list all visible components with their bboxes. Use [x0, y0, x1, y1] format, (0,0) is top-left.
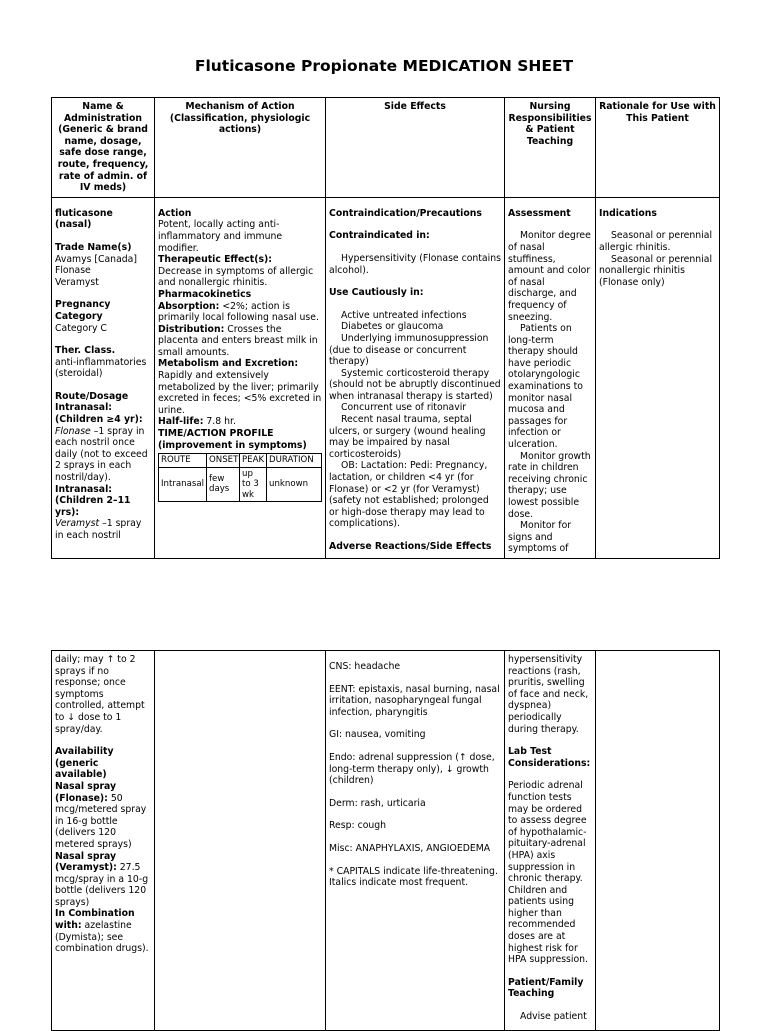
- ther-effect-label: Therapeutic Effect(s):: [158, 254, 272, 266]
- profile-header: ONSET: [207, 454, 240, 468]
- absorption-label: Absorption:: [158, 300, 220, 312]
- absorption-text: <2%; action is primarily local following nasal use.: [158, 300, 319, 324]
- mechanism-cell: [155, 197, 326, 558]
- pregnancy-label: Pregnancy Category: [55, 299, 111, 322]
- medication-table-page-1: [51, 97, 720, 559]
- profile-cell: unknown: [267, 467, 322, 502]
- header-mechanism: Mechanism of Action (Classification, physiologic actions): [155, 98, 326, 198]
- metab-text: Rapidly and extensively metabolized by the liver; primarily excreted in feces; <5% excreted in urine.: [158, 370, 322, 416]
- adverse-label: Adverse Reactions/Side Effects: [329, 541, 492, 552]
- side-effects-cont-cell: [326, 651, 505, 1031]
- half-life-label: Half-life:: [158, 416, 204, 428]
- caution-item: OB: Lactation: Pedi: Pregnancy, lactation, or children <4 yr (for Flonase) or <2 yr (for Veramyst) (safety not established; prolonged or high-dose therapy may lead to complications).: [329, 460, 489, 530]
- assessment-para: Patients on long-term therapy should have periodic otolaryngologic examinations to monitor nasal mucosa and passages for infection or ulceration.: [508, 323, 583, 451]
- caution-item: Underlying immunosuppression (due to disease or concurrent therapy): [329, 332, 489, 368]
- ther-effect-text: Decrease in symptoms of allergic and nonallergic rhinitis.: [158, 265, 314, 289]
- caution-item: Diabetes or glaucoma: [341, 321, 444, 333]
- combo-text: azelastine (Dymista); see combination drugs).: [55, 920, 149, 955]
- action-label: Action: [158, 207, 192, 219]
- adverse-item: EENT: epistaxis, nasal burning, nasal irritation, nasopharyngeal fungal infection, pharyngitis: [329, 683, 500, 718]
- assessment-para: Monitor degree of nasal stuffiness, amount and color of nasal discharge, and frequency of sneezing.: [508, 230, 591, 323]
- pregnancy-value: Category C: [55, 322, 107, 334]
- continuation-row: [52, 651, 720, 1031]
- nursing-cell: [505, 197, 596, 558]
- indications-label: Indications: [599, 207, 657, 219]
- route-dosage-label: Route/Dosage: [55, 390, 129, 402]
- caution-item: Active untreated infections: [341, 309, 467, 321]
- distribution-label: Distribution:: [158, 323, 225, 335]
- veramyst-brand: Veramyst: [55, 518, 100, 530]
- profile-label: TIME/ACTION PROFILE (improvement in symptoms): [158, 428, 307, 451]
- spray1-label: Nasal spray (Flonase):: [55, 780, 117, 804]
- veramyst-dose: [55, 518, 151, 541]
- trade-label: Trade Name(s): [55, 241, 132, 253]
- combo-label: In Combination with:: [55, 908, 135, 932]
- profile-data-row: [159, 467, 322, 502]
- spray2-text: 27.5 mcg/spray in a 10-g bottle (delivers 120 sprays): [55, 862, 149, 908]
- time-action-table: [158, 453, 322, 502]
- profile-cell: Intranasal: [159, 467, 207, 502]
- half-life: [158, 416, 322, 428]
- header-row: [52, 98, 720, 198]
- profile-header-row: [159, 454, 322, 468]
- adverse-item: GI: nausea, vomiting: [329, 729, 426, 741]
- lab-text: Periodic adrenal function tests may be ordered to assess degree of hypothalamic-pituitary-adrenal (HPA) axis suppression in chronic therapy. Children and patients using higher than recommended doses are at highest risk for HPA suppression.: [508, 780, 588, 966]
- mechanism-cont-cell: [155, 651, 326, 1031]
- distribution-text: Crosses the placenta and enters breast milk in small amounts.: [158, 323, 318, 358]
- header-name-admin: Name & Administration (Generic & brand name, dosage, safe dose range, route, frequency, rate of admin. of IV meds): [52, 98, 155, 198]
- action-text: Potent, locally acting anti-inflammatory and immune modifier.: [158, 219, 283, 254]
- spray1-text: 50 mcg/metered spray in 16-g bottle (delivers 120 metered sprays): [55, 792, 147, 850]
- ci-label: Contraindication/Precautions: [329, 207, 482, 219]
- nasal-spray-veramyst: [55, 851, 151, 909]
- profile-header: PEAK: [240, 454, 267, 468]
- combination: [55, 908, 151, 954]
- metab-label: Metabolism and Excretion:: [158, 358, 299, 370]
- flonase-brand: Flonase: [55, 425, 91, 437]
- name-admin-cont-cell: [52, 651, 155, 1031]
- caution-label: Use Cautiously in:: [329, 287, 424, 299]
- generic-name: fluticasone (nasal): [55, 207, 113, 231]
- half-life-text: 7.8 hr.: [203, 416, 236, 428]
- nursing-cont-cell: [505, 651, 596, 1031]
- veramyst-dose-text: –1 spray in each nostril: [55, 518, 142, 541]
- trade-name: Flonase: [55, 265, 91, 277]
- assessment-para: Monitor growth rate in children receiving chronic therapy; use lowest possible dose.: [508, 450, 591, 520]
- header-side-effects: Side Effects: [326, 98, 505, 198]
- ci-in-text: Hypersensitivity (Flonase contains alcohol).: [329, 252, 501, 276]
- rationale-cont-cell: [596, 651, 720, 1031]
- header-rationale: Rationale for Use with This Patient: [596, 98, 720, 198]
- dosage-cont: daily; may ↑ to 2 sprays if no response; once symptoms controlled, attempt to ↓ dose to 1 spray/day.: [55, 654, 145, 735]
- teaching-label: Patient/Family Teaching: [508, 976, 584, 1000]
- teaching-text: Advise patient: [520, 1011, 587, 1023]
- lab-label: Lab Test Considerations:: [508, 746, 591, 769]
- side-effects-cell: [326, 197, 505, 558]
- indication-item: Seasonal or perennial nonallergic rhinitis (Flonase only): [599, 253, 713, 288]
- profile-header: DURATION: [267, 454, 322, 468]
- rationale-cell: [596, 197, 720, 558]
- flonase-dose-text: –1 spray in each nostril once daily (not to exceed 2 sprays in each nostril/day).: [55, 425, 148, 484]
- adverse-item: Derm: rash, urticaria: [329, 797, 426, 809]
- assessment-para: Monitor for signs and symptoms of: [508, 520, 572, 555]
- assessment-label: Assessment: [508, 207, 571, 219]
- header-nursing: Nursing Responsibilities & Patient Teaching: [505, 98, 596, 198]
- profile-cell: few days: [207, 467, 240, 502]
- pk-label: Pharmacokinetics: [158, 288, 252, 300]
- trade-name: Avamys [Canada]: [55, 253, 138, 265]
- ci-in-label: Contraindicated in:: [329, 230, 430, 242]
- profile-header: ROUTE: [159, 454, 207, 468]
- indication-item: Seasonal or perennial allergic rhinitis.: [599, 230, 713, 253]
- caution-item: Concurrent use of ritonavir: [341, 402, 467, 414]
- caution-item: Recent nasal trauma, septal ulcers, or surgery (wound healing may be impaired by nasal corticosteroids): [329, 414, 486, 460]
- name-admin-cell: [52, 197, 155, 558]
- assessment-cont: hypersensitivity reactions (rash, pruritis, swelling of face and neck, dyspnea) periodically during therapy.: [508, 654, 589, 735]
- ther-class-label: Ther. Class.: [55, 345, 116, 357]
- content-row: [52, 197, 720, 558]
- distribution: [158, 324, 322, 359]
- flonase-dose: [55, 426, 151, 484]
- absorption: [158, 301, 322, 324]
- profile-cell: up to 3 wk: [240, 467, 267, 502]
- adverse-item: CNS: headache: [329, 661, 401, 672]
- spray2-label: Nasal spray (Veramyst):: [55, 850, 117, 874]
- intranasal-child-label: Intranasal: (Children 2–11 yrs):: [55, 483, 131, 518]
- page-title: Fluticasone Propionate MEDICATION SHEET: [194, 57, 574, 75]
- adverse-footnote: * CAPITALS indicate life-threatening. Italics indicate most frequent.: [329, 865, 498, 889]
- nasal-spray-flonase: [55, 781, 151, 851]
- intranasal-adult-label: Intranasal: (Children ≥4 yr):: [55, 402, 143, 426]
- adverse-item: Endo: adrenal suppression (↑ dose, long-term therapy only), ↓ growth (children): [329, 751, 495, 787]
- adverse-item: Misc: ANAPHYLAXIS, ANGIOEDEMA: [329, 842, 491, 854]
- adverse-item: Resp: cough: [329, 820, 387, 832]
- ther-class-value: anti-inflammatories (steroidal): [55, 356, 147, 380]
- trade-name: Veramyst: [55, 276, 99, 288]
- caution-item: Systemic corticosteroid therapy (should not be abruptly discontinued when intranasal therapy is started): [329, 367, 501, 402]
- medication-table-page-2: [51, 650, 720, 1031]
- availability-label: Availability (generic available): [55, 746, 114, 781]
